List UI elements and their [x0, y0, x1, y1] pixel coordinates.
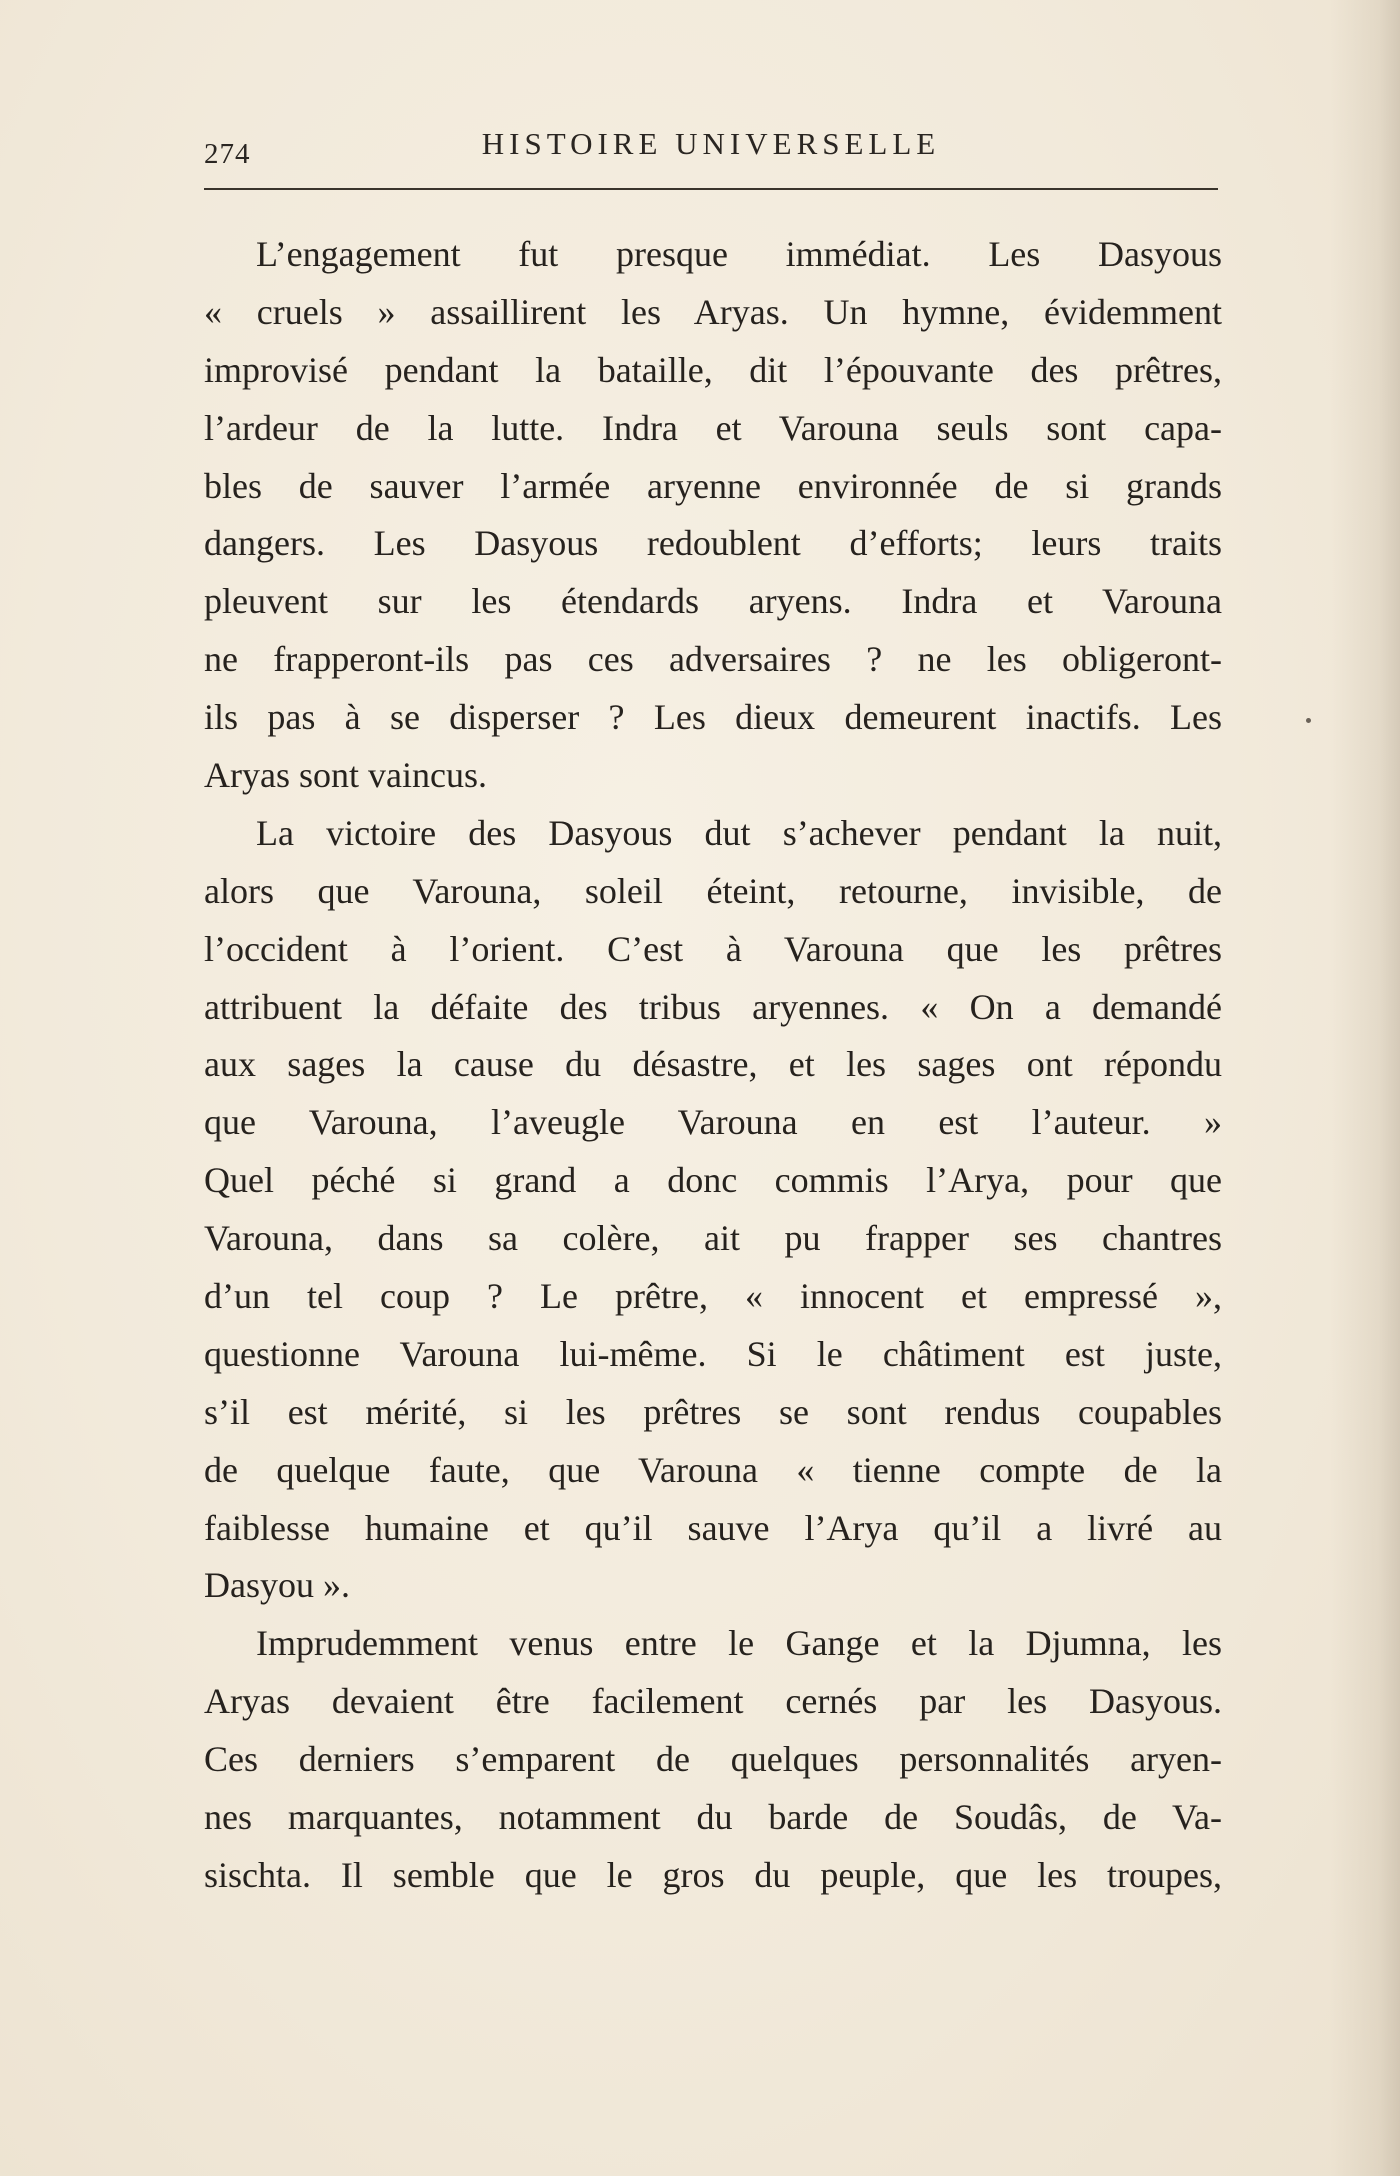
- page-edge-shadow: [1330, 0, 1400, 2176]
- text-line: Ces derniers s’emparent de quelques personnalités aryen-: [204, 1739, 1222, 1780]
- text-line: l’ardeur de la lutte. Indra et Varouna seuls sont capa-: [204, 407, 1222, 448]
- page-number: 274: [204, 138, 251, 170]
- text-line: sischta. Il semble que le gros du peuple, que les troupes,: [204, 1854, 1222, 1895]
- text-line: Imprudemment venus entre le Gange et la Djumna, les: [256, 1623, 1222, 1664]
- text-line: ne frapperont-ils pas ces adversaires ? ne les obligeront-: [204, 639, 1222, 680]
- text-line: questionne Varouna lui-même. Si le châtiment est juste,: [204, 1333, 1222, 1374]
- text-line: Aryas sont vaincus.: [204, 755, 487, 796]
- text-line: s’il est mérité, si les prêtres se sont rendus coupables: [204, 1391, 1222, 1432]
- text-line: La victoire des Dasyous dut s’achever pendant la nuit,: [256, 812, 1222, 853]
- body-text: [204, 226, 1222, 1905]
- text-line: l’occident à l’orient. C’est à Varouna que les prêtres: [204, 928, 1222, 969]
- text-line: que Varouna, l’aveugle Varouna en est l’auteur. »: [204, 1102, 1222, 1143]
- text-line: d’un tel coup ? Le prêtre, « innocent et empressé »,: [204, 1276, 1222, 1317]
- text-line: improvisé pendant la bataille, dit l’épouvante des prêtres,: [204, 349, 1222, 390]
- text-line: L’engagement fut presque immédiat. Les Dasyous: [256, 234, 1222, 274]
- text-line: de quelque faute, que Varouna « tienne compte de la: [204, 1449, 1222, 1490]
- header-rule: [204, 188, 1218, 190]
- text-line: Dasyou ».: [204, 1565, 350, 1606]
- text-line: « cruels » assaillirent les Aryas. Un hymne, évidemment: [204, 291, 1222, 332]
- running-title: HISTOIRE UNIVERSELLE: [481, 126, 941, 161]
- text-line: alors que Varouna, soleil éteint, retourne, invisible, de: [204, 870, 1222, 911]
- text-line: pleuvent sur les étendards aryens. Indra et Varouna: [204, 581, 1222, 622]
- margin-mark: [1306, 718, 1311, 723]
- text-line: nes marquantes, notamment du barde de Soudâs, de Va-: [204, 1797, 1222, 1838]
- running-header: [204, 120, 1218, 180]
- text-line: aux sages la cause du désastre, et les sages ont répondu: [204, 1044, 1222, 1085]
- text-line: Aryas devaient être facilement cernés par les Dasyous.: [204, 1681, 1222, 1722]
- text-line: attribuent la défaite des tribus aryennes. « On a demandé: [204, 986, 1222, 1027]
- text-line: Varouna, dans sa colère, ait pu frapper ses chantres: [204, 1218, 1222, 1259]
- text-line: faiblesse humaine et qu’il sauve l’Arya qu’il a livré au: [204, 1507, 1222, 1548]
- text-line: bles de sauver l’armée aryenne environnée de si grands: [204, 465, 1222, 506]
- text-line: ils pas à se disperser ? Les dieux demeurent inactifs. Les: [204, 697, 1222, 738]
- text-line: dangers. Les Dasyous redoublent d’efforts; leurs traits: [204, 523, 1222, 564]
- text-line: Quel péché si grand a donc commis l’Arya, pour que: [204, 1160, 1222, 1201]
